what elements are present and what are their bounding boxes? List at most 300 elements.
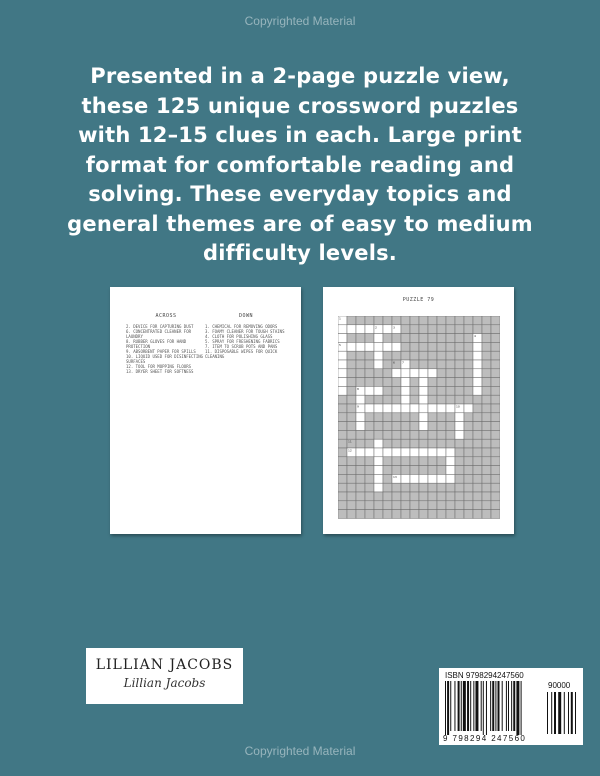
grid-cell (482, 457, 491, 466)
grid-cell (446, 439, 455, 448)
grid-cell (437, 448, 446, 457)
grid-cell (374, 483, 383, 492)
grid-cell (374, 413, 383, 422)
grid-cell (491, 483, 500, 492)
grid-cell (473, 457, 482, 466)
grid-cell (347, 395, 356, 404)
grid-cell (392, 510, 401, 519)
grid-cell (347, 369, 356, 378)
barcode-bar (490, 681, 491, 731)
grid-cell (383, 342, 392, 351)
down-clues (205, 314, 287, 359)
grid-cell (473, 510, 482, 519)
grid-cell (428, 466, 437, 475)
grid-cell (419, 439, 428, 448)
barcode-bar (513, 681, 515, 731)
grid-cell (392, 501, 401, 510)
grid-cell (491, 386, 500, 395)
author-name: LILLIAN JACOBS (95, 657, 234, 673)
grid-cell (455, 351, 464, 360)
grid-cell (419, 474, 428, 483)
across-clues (126, 314, 206, 374)
grid-cell (401, 466, 410, 475)
grid-cell (491, 422, 500, 431)
grid-cell (419, 316, 428, 325)
grid-cell (356, 492, 365, 501)
grid-cell (410, 510, 419, 519)
clue-number: 6 (393, 360, 395, 365)
grid-cell (365, 510, 374, 519)
grid-cell (428, 378, 437, 387)
grid-cell (392, 316, 401, 325)
author-signature: Lillian Jacobs (123, 676, 206, 690)
grid-cell (455, 474, 464, 483)
grid-cell (356, 430, 365, 439)
grid-cell (419, 510, 428, 519)
clue-item: 7. ITEM TO SCRUB POTS AND PANS (205, 344, 278, 349)
grid-cell (437, 466, 446, 475)
grid-cell (365, 474, 374, 483)
price-bar (551, 692, 552, 734)
grid-cell (428, 430, 437, 439)
clue-number: 4 (474, 334, 476, 339)
grid-cell (437, 510, 446, 519)
grid-cell (428, 325, 437, 334)
grid-cell (491, 510, 500, 519)
grid-cell (473, 404, 482, 413)
grid-cell (482, 430, 491, 439)
grid-cell (437, 378, 446, 387)
grid-cell (356, 483, 365, 492)
grid-cell (482, 466, 491, 475)
clue-item: 2. DEVICE FOR CAPTURING DUST (126, 324, 194, 329)
price-bar (571, 692, 573, 734)
grid-cell (347, 342, 356, 351)
grid-cell (428, 483, 437, 492)
grid-cell (383, 369, 392, 378)
grid-cell (365, 404, 374, 413)
barcode-bar (495, 681, 496, 731)
grid-cell (446, 386, 455, 395)
grid-cell (347, 430, 356, 439)
grid-cell (338, 395, 347, 404)
grid-cell (392, 351, 401, 360)
grid-cell (383, 457, 392, 466)
grid-cell (410, 316, 419, 325)
grid-cell (401, 422, 410, 431)
grid-cell (392, 448, 401, 457)
grid-cell (428, 360, 437, 369)
price-bar (554, 692, 556, 734)
grid-cell (338, 448, 347, 457)
grid-cell (338, 325, 347, 334)
grid-cell (347, 316, 356, 325)
barcode-bar (486, 681, 487, 735)
grid-cell (374, 351, 383, 360)
clue-item: 9. ABSORBENT PAPER FOR SPILLS (126, 349, 196, 354)
grid-cell (464, 360, 473, 369)
clue-number: 1 (339, 316, 341, 321)
grid-cell (428, 510, 437, 519)
grid-cell (437, 439, 446, 448)
grid-cell (374, 316, 383, 325)
grid-cell (347, 474, 356, 483)
clue-number: 9 (357, 404, 359, 409)
barcode-bar (461, 681, 462, 731)
price-bar (575, 692, 576, 734)
grid-cell (419, 369, 428, 378)
grid-cell (392, 334, 401, 343)
grid-cell (347, 325, 356, 334)
grid-cell (428, 342, 437, 351)
grid-cell (482, 378, 491, 387)
grid-cell (401, 378, 410, 387)
grid-cell (383, 483, 392, 492)
grid-cell (410, 351, 419, 360)
grid-cell (410, 369, 419, 378)
grid-cell (419, 483, 428, 492)
grid-cell (365, 413, 374, 422)
grid-cell (464, 457, 473, 466)
grid-cell (464, 316, 473, 325)
grid-cell (473, 386, 482, 395)
grid-cell (446, 404, 455, 413)
grid-cell (410, 422, 419, 431)
barcode-bar (506, 681, 507, 731)
grid-cell (383, 501, 392, 510)
grid-cell (464, 439, 473, 448)
grid-cell (347, 466, 356, 475)
grid-cell (446, 325, 455, 334)
grid-cell (491, 334, 500, 343)
grid-cell (482, 395, 491, 404)
grid-cell (392, 430, 401, 439)
grid-cell (365, 316, 374, 325)
grid-cell (464, 422, 473, 431)
grid-cell (401, 430, 410, 439)
barcode-bar (445, 681, 446, 735)
grid-cell (473, 448, 482, 457)
barcode-bar (463, 681, 466, 731)
grid-cell (437, 369, 446, 378)
grid-cell (338, 360, 347, 369)
grid-cell (473, 369, 482, 378)
price-code: 90000 (548, 681, 571, 690)
barcode-bar (481, 681, 482, 731)
grid-cell (338, 413, 347, 422)
grid-cell (347, 351, 356, 360)
grid-cell (338, 474, 347, 483)
grid-cell (482, 492, 491, 501)
grid-cell (401, 334, 410, 343)
grid-cell (347, 334, 356, 343)
grid-cell (473, 439, 482, 448)
grid-cell (455, 413, 464, 422)
grid-cell (410, 334, 419, 343)
grid-cell (419, 466, 428, 475)
grid-cell (491, 404, 500, 413)
grid-cell (491, 342, 500, 351)
grid-cell (437, 395, 446, 404)
grid-cell (464, 369, 473, 378)
grid-cell (338, 466, 347, 475)
grid-cell (464, 325, 473, 334)
grid-cell (437, 483, 446, 492)
grid-cell (482, 413, 491, 422)
grid-cell (464, 501, 473, 510)
puzzle-title: PUZZLE 79 (402, 297, 435, 303)
grid-cell (356, 501, 365, 510)
grid-cell (374, 422, 383, 431)
grid-cell (437, 413, 446, 422)
grid-cell (365, 369, 374, 378)
grid-cell (338, 510, 347, 519)
grid-cell (365, 360, 374, 369)
grid-cell (347, 483, 356, 492)
grid-cell (419, 351, 428, 360)
grid-cell (392, 492, 401, 501)
grid-cell (410, 378, 419, 387)
grid-cell (383, 430, 392, 439)
grid-cell (365, 342, 374, 351)
grid-cell (437, 342, 446, 351)
isbn-label: ISBN 9798294247560 (445, 671, 524, 680)
grid-cell (455, 316, 464, 325)
grid-cell (428, 386, 437, 395)
grid-cell (347, 378, 356, 387)
grid-cell (392, 466, 401, 475)
grid-cell (356, 422, 365, 431)
grid-cell (473, 413, 482, 422)
grid-cell (338, 430, 347, 439)
grid-cell (482, 483, 491, 492)
grid-cell (365, 439, 374, 448)
grid-cell (437, 316, 446, 325)
grid-cell (419, 360, 428, 369)
grid-cell (365, 483, 374, 492)
grid-cell (374, 360, 383, 369)
grid-cell (392, 413, 401, 422)
grid-cell (482, 510, 491, 519)
grid-cell (446, 351, 455, 360)
grid-cell (392, 404, 401, 413)
grid-cell (446, 395, 455, 404)
grid-cell (482, 448, 491, 457)
grid-cell (491, 325, 500, 334)
down-heading: DOWN (238, 313, 254, 319)
grid-cell (473, 483, 482, 492)
grid-cell (392, 439, 401, 448)
grid-cell (455, 439, 464, 448)
grid-cell (491, 395, 500, 404)
grid-cell (356, 413, 365, 422)
grid-cell (437, 501, 446, 510)
grid-cell (338, 492, 347, 501)
grid-cell (473, 325, 482, 334)
grid-cell (338, 378, 347, 387)
grid-cell (383, 492, 392, 501)
grid-cell (410, 325, 419, 334)
grid-cell (347, 413, 356, 422)
clue-item: 8. RUBBER GLOVES FOR HAND PROTECTION (126, 339, 189, 349)
grid-cell (464, 351, 473, 360)
grid-cell (356, 369, 365, 378)
grid-cell (383, 466, 392, 475)
grid-cell (401, 351, 410, 360)
grid-cell (419, 501, 428, 510)
grid-cell (428, 448, 437, 457)
grid-cell (464, 474, 473, 483)
grid-cell (491, 413, 500, 422)
grid-cell (401, 413, 410, 422)
grid-cell (473, 430, 482, 439)
grid-cell (356, 510, 365, 519)
grid-cell (374, 395, 383, 404)
grid-cell (446, 369, 455, 378)
barcode-bar (516, 681, 519, 735)
grid-cell (446, 501, 455, 510)
clue-item: 3. FOAMY CLEANER FOR TOUGH STAINS (205, 329, 285, 334)
grid-cell (446, 457, 455, 466)
clue-number: 13 (393, 474, 397, 479)
grid-cell (464, 430, 473, 439)
grid-cell (446, 334, 455, 343)
barcode-bar (492, 681, 494, 731)
grid-cell (419, 422, 428, 431)
grid-cell (374, 466, 383, 475)
grid-cell (401, 325, 410, 334)
grid-cell (374, 369, 383, 378)
grid-cell (356, 395, 365, 404)
grid-cell (473, 351, 482, 360)
grid-cell (365, 492, 374, 501)
barcode-bar (498, 681, 500, 731)
grid-cell (419, 342, 428, 351)
grid-cell (446, 510, 455, 519)
grid-cell (446, 483, 455, 492)
grid-cell (455, 342, 464, 351)
grid-cell (482, 501, 491, 510)
grid-cell (410, 360, 419, 369)
grid-cell (446, 413, 455, 422)
grid-cell (383, 510, 392, 519)
grid-cell (473, 501, 482, 510)
grid-cell (491, 492, 500, 501)
grid-cell (482, 334, 491, 343)
grid-cell (338, 501, 347, 510)
grid-cell (365, 422, 374, 431)
grid-cell (491, 351, 500, 360)
grid-cell (401, 501, 410, 510)
grid-cell (482, 369, 491, 378)
grid-cell (455, 430, 464, 439)
grid-cell (347, 510, 356, 519)
grid-cell (347, 386, 356, 395)
grid-cell (455, 483, 464, 492)
grid-cell (365, 334, 374, 343)
grid-cell (347, 360, 356, 369)
grid-cell (356, 351, 365, 360)
grid-cell (464, 395, 473, 404)
grid-cell (410, 386, 419, 395)
grid-cell (419, 334, 428, 343)
grid-cell (428, 369, 437, 378)
grid-cell (437, 334, 446, 343)
grid-cell (374, 386, 383, 395)
grid-cell (437, 386, 446, 395)
grid-cell (401, 395, 410, 404)
barcode-bar (470, 681, 471, 731)
price-bar (547, 692, 548, 734)
grid-cell (473, 378, 482, 387)
grid-cell (383, 360, 392, 369)
grid-cell (473, 342, 482, 351)
grid-cell (437, 457, 446, 466)
grid-cell (383, 395, 392, 404)
grid-cell (374, 501, 383, 510)
grid-cell (428, 439, 437, 448)
grid-cell (455, 492, 464, 501)
grid-cell (401, 483, 410, 492)
grid-cell (338, 351, 347, 360)
clue-number: 3 (393, 325, 395, 330)
grid-cell (374, 492, 383, 501)
grid-cell (464, 342, 473, 351)
grid-cell (455, 386, 464, 395)
grid-cell (491, 369, 500, 378)
grid-cell (482, 360, 491, 369)
grid-cell (338, 439, 347, 448)
grid-cell (383, 439, 392, 448)
clue-item: 6. CONCENTRATED CLEANER FOR LAUNDRY (126, 329, 194, 339)
grid-cell (491, 448, 500, 457)
grid-cell (455, 466, 464, 475)
grid-cell (482, 316, 491, 325)
grid-cell (410, 413, 419, 422)
grid-cell (473, 466, 482, 475)
grid-cell (428, 351, 437, 360)
barcode-bar (473, 681, 474, 731)
grid-cell (401, 474, 410, 483)
grid-cell (374, 439, 383, 448)
grid-cell (491, 316, 500, 325)
grid-cell (392, 378, 401, 387)
grid-cell (437, 325, 446, 334)
grid-cell (338, 386, 347, 395)
grid-cell (392, 395, 401, 404)
grid-cell (392, 369, 401, 378)
grid-cell (464, 413, 473, 422)
grid-cell (374, 378, 383, 387)
grid-cell (374, 448, 383, 457)
grid-cell (365, 457, 374, 466)
grid-cell (401, 404, 410, 413)
clue-item: 5. SPRAY FOR FRESHENING FABRICS (205, 339, 280, 344)
grid-cell (419, 378, 428, 387)
clue-number: 5 (339, 342, 341, 347)
grid-cell (374, 474, 383, 483)
grid-cell (410, 483, 419, 492)
grid-cell (401, 492, 410, 501)
grid-cell (383, 316, 392, 325)
grid-cell (437, 351, 446, 360)
barcode-bar (454, 681, 455, 731)
clue-item: 10. LIQUID USED FOR DISINFECTING SURFACES (126, 354, 206, 364)
sample-puzzle-page (323, 287, 514, 534)
grid-cell (473, 316, 482, 325)
barcode-bar (511, 681, 512, 731)
grid-cell (356, 342, 365, 351)
